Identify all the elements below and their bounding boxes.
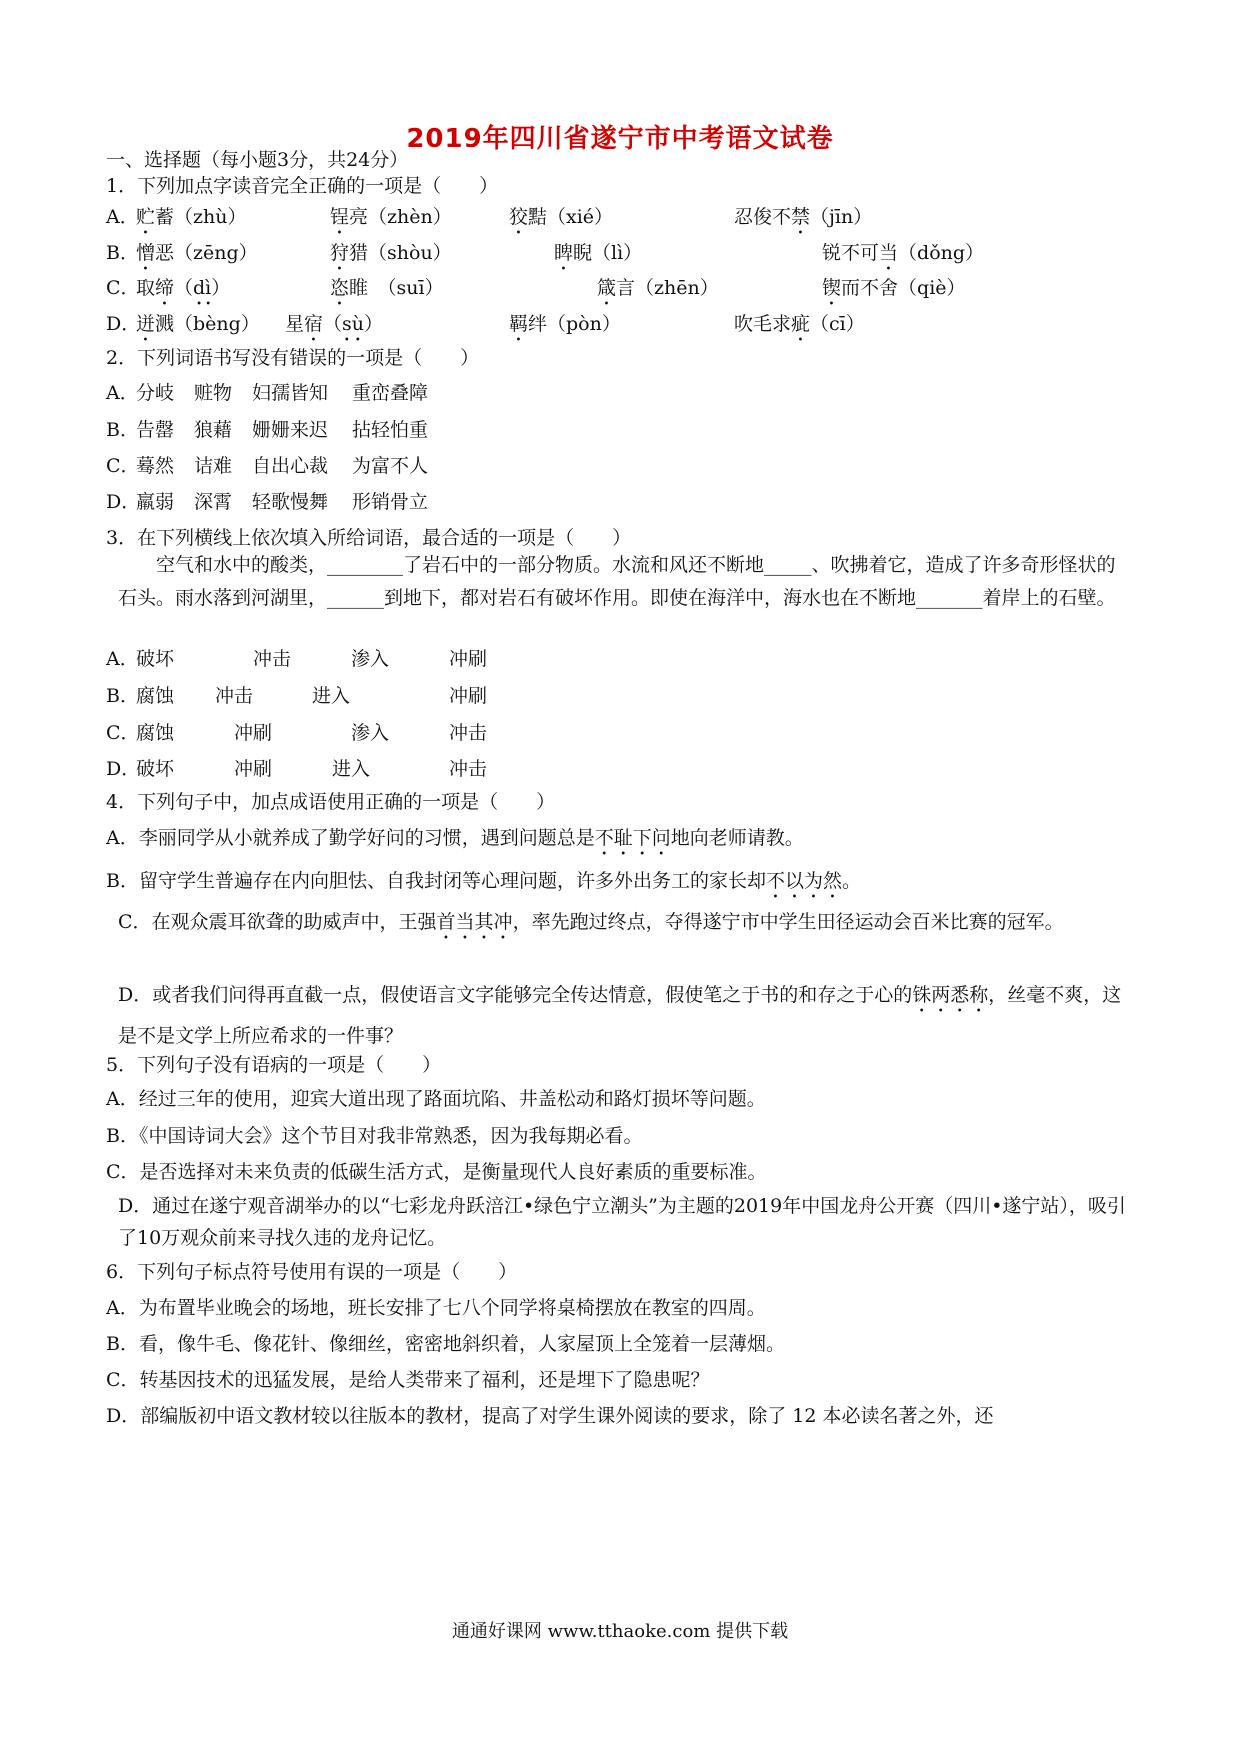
q2-option-d: D． 羸弱 深霄 轻歌慢舞 形销骨立 — [106, 491, 429, 513]
q4-option-c-idiom: 首当其冲 — [436, 911, 513, 933]
q3-option-c: C． 腐蚀 冲刷 渗入 冲击 — [106, 722, 488, 744]
footer-source: 通通好课网 www.tthaoke.com 提供下载 — [451, 1621, 789, 1642]
q4-option-a: A．李丽同学从小就养成了勤学好问的习惯，遇到问题总是不耻下问地向老师请教。 — [106, 827, 804, 849]
q6-option-b: B．看，像牛毛、像花针、像细丝，密密地斜织着，人家屋顶上全笼着一层薄烟。 — [106, 1333, 785, 1355]
q5-option-a: A．经过三年的使用，迎宾大道出现了路面坑陷、井盖松动和路灯损坏等问题。 — [106, 1088, 766, 1110]
q6-stem: 6．下列句子标点符号使用有误的一项是（ ） — [106, 1261, 518, 1283]
q2-option-b: B． 告罄 狼藉 姗姗来迟 拈轻怕重 — [106, 419, 429, 441]
q6-option-d: D．部编版初中语文教材较以往版本的教材，提高了对学生课外阅读的要求，除了 12 本必读名著之外，还 — [106, 1405, 994, 1427]
q4-option-b: B．留守学生普遍存在内向胆怯、自我封闭等心理问题，许多外出务工的家长却不以为然。 — [106, 870, 861, 892]
q1-option-d: D． 迸溅（bèng） 星宿（sù） 羁绊（pòn） 吹毛求疵（cī） — [106, 313, 865, 335]
q4-stem: 4．下列句子中，加点成语使用正确的一项是（ ） — [106, 791, 556, 813]
q3-option-d: D． 破坏 冲刷 进入 冲击 — [106, 758, 488, 780]
q5-option-d: D．通过在遂宁观音湖举办的以“七彩龙舟跃涪江•绿色宁立潮头”为主题的2019年中国龙舟公开赛（四川•遂宁站），吸引了10万观众前来寻找久违的龙舟记忆。 — [118, 1195, 1126, 1249]
section-heading: 一、选择题（每小题3分，共24分） — [106, 149, 409, 171]
q4-option-d-idiom: 铢两悉称 — [912, 984, 989, 1006]
q3-option-a: A． 破坏 冲击 渗入 冲刷 — [106, 648, 488, 670]
q4-option-b-idiom: 不以为然 — [765, 870, 842, 892]
q2-option-c: C． 蓦然 诘难 自出心裁 为富不人 — [106, 455, 429, 477]
q5-option-b: B．《中国诗词大会》这个节目对我非常熟悉，因为我每期必看。 — [106, 1125, 643, 1147]
q1-option-a: A． 贮蓄（zhù） 锃亮（zhèn） 狡黠（xié） 忍俊不禁（jīn） — [106, 206, 873, 228]
q5-option-c: C．是否选择对未来负责的低碳生活方式，是衡量现代人良好素质的重要标准。 — [106, 1161, 767, 1183]
q2-stem: 2．下列词语书写没有错误的一项是（ ） — [106, 347, 480, 369]
q4-option-c: C．在观众震耳欲聋的助威声中，王强首当其冲，率先跑过终点，夺得遂宁市中学生田径运动会百米比赛的冠军。 — [118, 911, 1064, 933]
q1-option-c: C． 取缔（dì） 恣睢 （suī） 箴言（zhēn） 锲而不舍（qiè） — [106, 277, 966, 299]
q5-stem: 5．下列句子没有语病的一项是（ ） — [106, 1054, 442, 1076]
q1-option-b: B． 憎恶（zēng） 狩猎（shòu） 睥睨（lì） 锐不可当（dǒng） — [106, 242, 985, 264]
q3-stem: 3．在下列横线上依次填入所给词语，最合适的一项是（ ） — [106, 527, 632, 549]
page-title: 2019年四川省遂宁市中考语文试卷 — [406, 124, 834, 154]
q3-passage: 空气和水中的酸类，________了岩石中的一部分物质。水流和风还不断地_____、吹拂着它，造成了许多奇形怪状的石头。雨水落到河湖里，______到地下，都对岩石有破坏作用。即使在海洋中，海水也在不断地_______着岸上的石壁。 — [118, 554, 1116, 609]
q4-option-a-idiom: 不耻下问 — [594, 827, 671, 849]
q1-stem: 1．下列加点字读音完全正确的一项是（ ） — [106, 175, 499, 197]
q3-option-b: B． 腐蚀 冲击 进入 冲刷 — [106, 685, 488, 707]
q6-option-a: A．为布置毕业晚会的场地，班长安排了七八个同学将桌椅摆放在教室的四周。 — [106, 1297, 766, 1319]
q6-option-c: C．转基因技术的迅猛发展，是给人类带来了福利，还是埋下了隐患呢？ — [106, 1369, 710, 1391]
q2-option-a: A． 分岐 赃物 妇孺皆知 重峦叠障 — [106, 382, 429, 404]
q4-option-d: D．或者我们问得再直截一点，假使语言文字能够完全传达情意，假使笔之于书的和存之于心的铢两悉称，丝毫不爽，这是不是文学上所应希求的一件事？ — [118, 984, 1122, 1047]
